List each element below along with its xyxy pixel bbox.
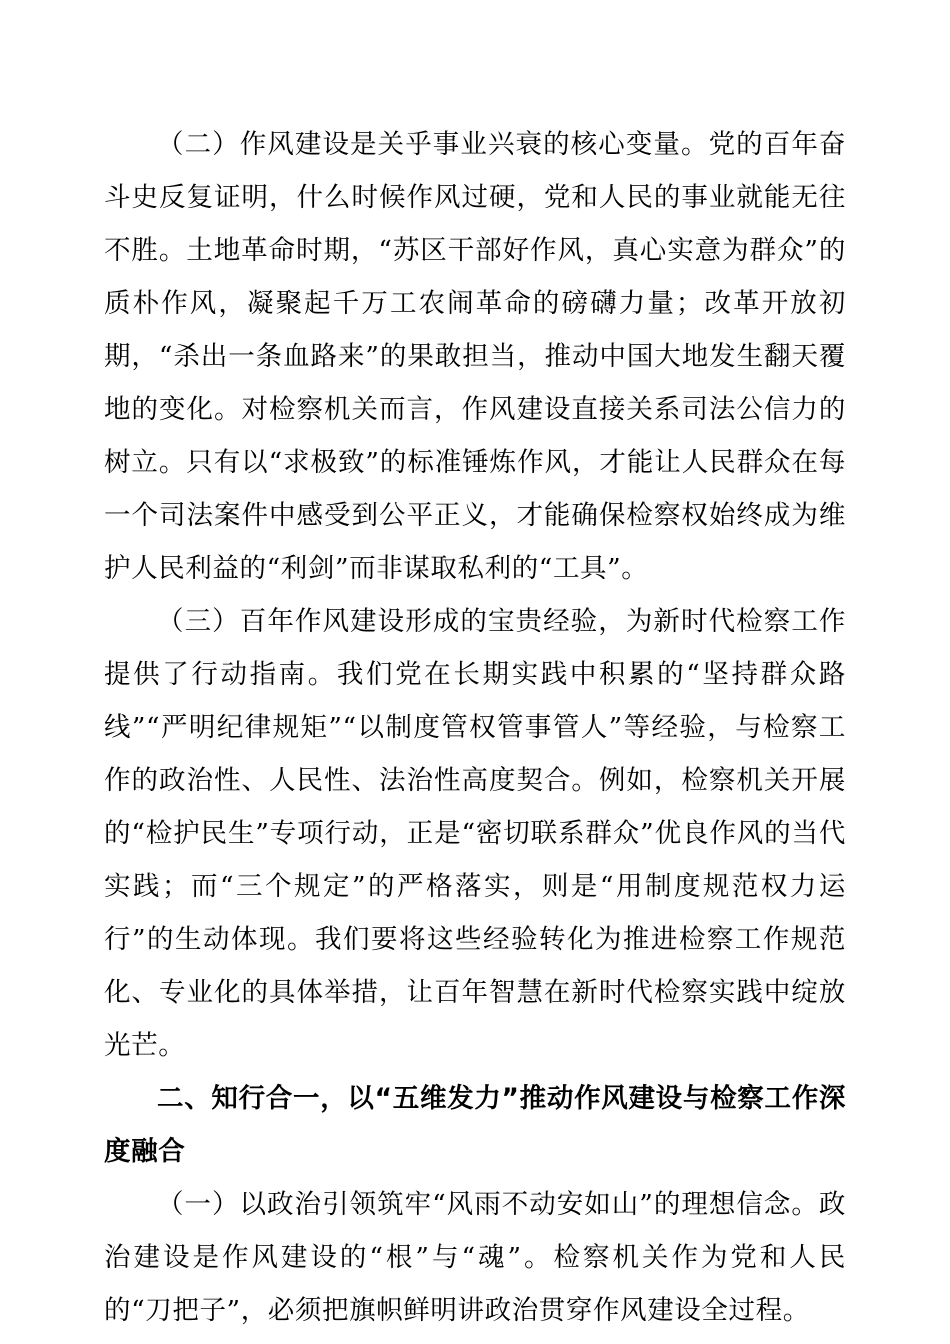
paragraph-section-2-1: （一）以政治引领筑牢“风雨不动安如山”的理想信念。政治建设是作风建设的“根”与“魂”。检察机关作为党和人民的“刀把子”，必须把旗帜鲜明讲政治贯穿作风建设全过程。 — [104, 1189, 846, 1326]
heading-section-2: 二、知行合一，以“五维发力”推动作风建设与检察工作深度融合 — [104, 1083, 846, 1167]
paragraph-section-1-3: （三）百年作风建设形成的宝贵经验，为新时代检察工作提供了行动指南。我们党在长期实践中积累的“坚持群众路线”“严明纪律规矩”“以制度管权管事管人”等经验，与检察工作的政治性、人民性、法治性高度契合。例如，检察机关开展的“检护民生”专项行动，正是“密切联系群众”优良作风的当代实践；而“三个规定”的严格落实，则是“用制度规范权力运行”的生动体现。我们要将这些经验转化为推进检察工作规范化、专业化的具体举措，让百年智慧在新时代检察实践中绽放光芒。 — [104, 606, 846, 1061]
paragraph-section-1-2: （二）作风建设是关乎事业兴衰的核心变量。党的百年奋斗史反复证明，什么时候作风过硬，党和人民的事业就能无往不胜。土地革命时期，“苏区干部好作风，真心实意为群众”的质朴作风，凝聚起千万工农闹革命的磅礴力量；改革开放初期，“杀出一条血路来”的果敢担当，推动中国大地发生翻天覆地的变化。对检察机关而言，作风建设直接关系司法公信力的树立。只有以“求极致”的标准锤炼作风，才能让人民群众在每一个司法案件中感受到公平正义，才能确保检察权始终成为维护人民利益的“利剑”而非谋取私利的“工具”。 — [104, 129, 846, 584]
document-body — [104, 118, 846, 1337]
